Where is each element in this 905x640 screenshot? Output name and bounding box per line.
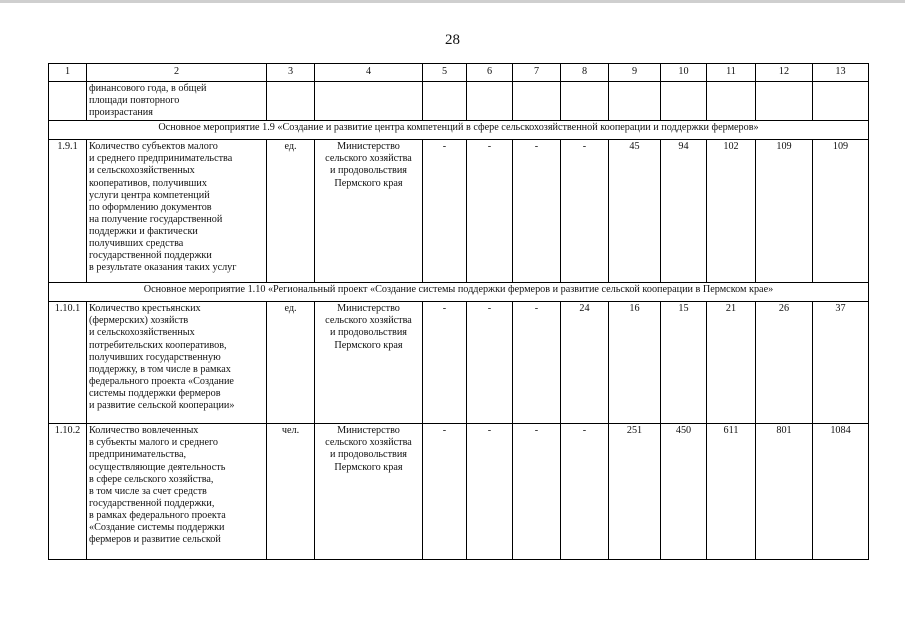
value-cell: 16 bbox=[609, 302, 661, 424]
unit-cell: чел. bbox=[267, 424, 315, 560]
table-row bbox=[49, 424, 869, 560]
indicator-description: Количество вовлеченных в субъекты малого и среднего предпринимательства, осуществляющие деятельность в сфере сельского хозяйства, в том числе за счет средств государственной поддержки, в рамках федерального проекта «Создание системы поддержки фермеров и развитие сельской bbox=[87, 424, 267, 560]
col-header: 10 bbox=[661, 64, 707, 82]
value-cell: 450 bbox=[661, 424, 707, 560]
section-title: Основное мероприятие 1.10 «Региональный проект «Создание системы поддержки фермеров и развитие сельской кооперации в Пермском крае» bbox=[49, 283, 869, 302]
responsible-cell: Министерство сельского хозяйства и продовольствия Пермского края bbox=[315, 424, 423, 560]
page-number: 28 bbox=[445, 32, 460, 48]
section-row-1-9 bbox=[49, 121, 869, 140]
section-row-1-10 bbox=[49, 283, 869, 302]
value-cell: 26 bbox=[756, 302, 813, 424]
col-header: 2 bbox=[87, 64, 267, 82]
value-cell: 21 bbox=[707, 302, 756, 424]
row-number: 1.10.1 bbox=[49, 302, 87, 424]
value-cell: - bbox=[467, 140, 513, 283]
value-cell: 94 bbox=[661, 140, 707, 283]
value-cell: 37 bbox=[813, 302, 869, 424]
value-cell: 1084 bbox=[813, 424, 869, 560]
col-header: 4 bbox=[315, 64, 423, 82]
continuation-row bbox=[49, 82, 869, 121]
scan-top-edge bbox=[0, 0, 905, 3]
col-header: 11 bbox=[707, 64, 756, 82]
indicator-description: финансового года, в общей площади повторного произрастания bbox=[87, 82, 267, 121]
table-row bbox=[49, 140, 869, 283]
value-cell: 24 bbox=[561, 302, 609, 424]
col-header: 13 bbox=[813, 64, 869, 82]
col-header: 6 bbox=[467, 64, 513, 82]
col-header: 9 bbox=[609, 64, 661, 82]
row-number: 1.9.1 bbox=[49, 140, 87, 283]
table-row bbox=[49, 302, 869, 424]
col-header: 3 bbox=[267, 64, 315, 82]
col-header: 1 bbox=[49, 64, 87, 82]
value-cell: - bbox=[513, 140, 561, 283]
value-cell: - bbox=[423, 140, 467, 283]
value-cell: - bbox=[467, 424, 513, 560]
responsible-cell: Министерство сельского хозяйства и продовольствия Пермского края bbox=[315, 302, 423, 424]
value-cell: 45 bbox=[609, 140, 661, 283]
unit-cell: ед. bbox=[267, 302, 315, 424]
indicator-description: Количество субъектов малого и среднего предпринимательства и сельскохозяйственных кооперативов, получивших услуги центра компетенций по оформлению документов на получение государственной поддержки и фактически получивших средства государственной поддержки в результате оказания таких услуг bbox=[87, 140, 267, 283]
col-header: 7 bbox=[513, 64, 561, 82]
value-cell: 102 bbox=[707, 140, 756, 283]
value-cell: - bbox=[513, 424, 561, 560]
value-cell: - bbox=[513, 302, 561, 424]
col-header: 5 bbox=[423, 64, 467, 82]
value-cell: 611 bbox=[707, 424, 756, 560]
value-cell: - bbox=[561, 424, 609, 560]
value-cell: 15 bbox=[661, 302, 707, 424]
value-cell: - bbox=[467, 302, 513, 424]
section-title: Основное мероприятие 1.9 «Создание и развитие центра компетенций в сфере сельскохозяйственной кооперации и поддержки фермеров» bbox=[49, 121, 869, 140]
value-cell: - bbox=[423, 424, 467, 560]
value-cell: 801 bbox=[756, 424, 813, 560]
col-header: 12 bbox=[756, 64, 813, 82]
unit-cell: ед. bbox=[267, 140, 315, 283]
value-cell: - bbox=[561, 140, 609, 283]
value-cell: 251 bbox=[609, 424, 661, 560]
responsible-cell: Министерство сельского хозяйства и продовольствия Пермского края bbox=[315, 140, 423, 283]
value-cell: 109 bbox=[813, 140, 869, 283]
indicator-description: Количество крестьянских (фермерских) хозяйств и сельскохозяйственных потребительских кооперативов, получивших государственную поддержку, в том числе в рамках федерального проекта «Создание системы поддержки фермеров и развитие сельской кооперации» bbox=[87, 302, 267, 424]
col-header: 8 bbox=[561, 64, 609, 82]
value-cell: 109 bbox=[756, 140, 813, 283]
indicators-table bbox=[48, 63, 869, 560]
row-number: 1.10.2 bbox=[49, 424, 87, 560]
value-cell: - bbox=[423, 302, 467, 424]
column-numbers-row bbox=[49, 64, 869, 82]
